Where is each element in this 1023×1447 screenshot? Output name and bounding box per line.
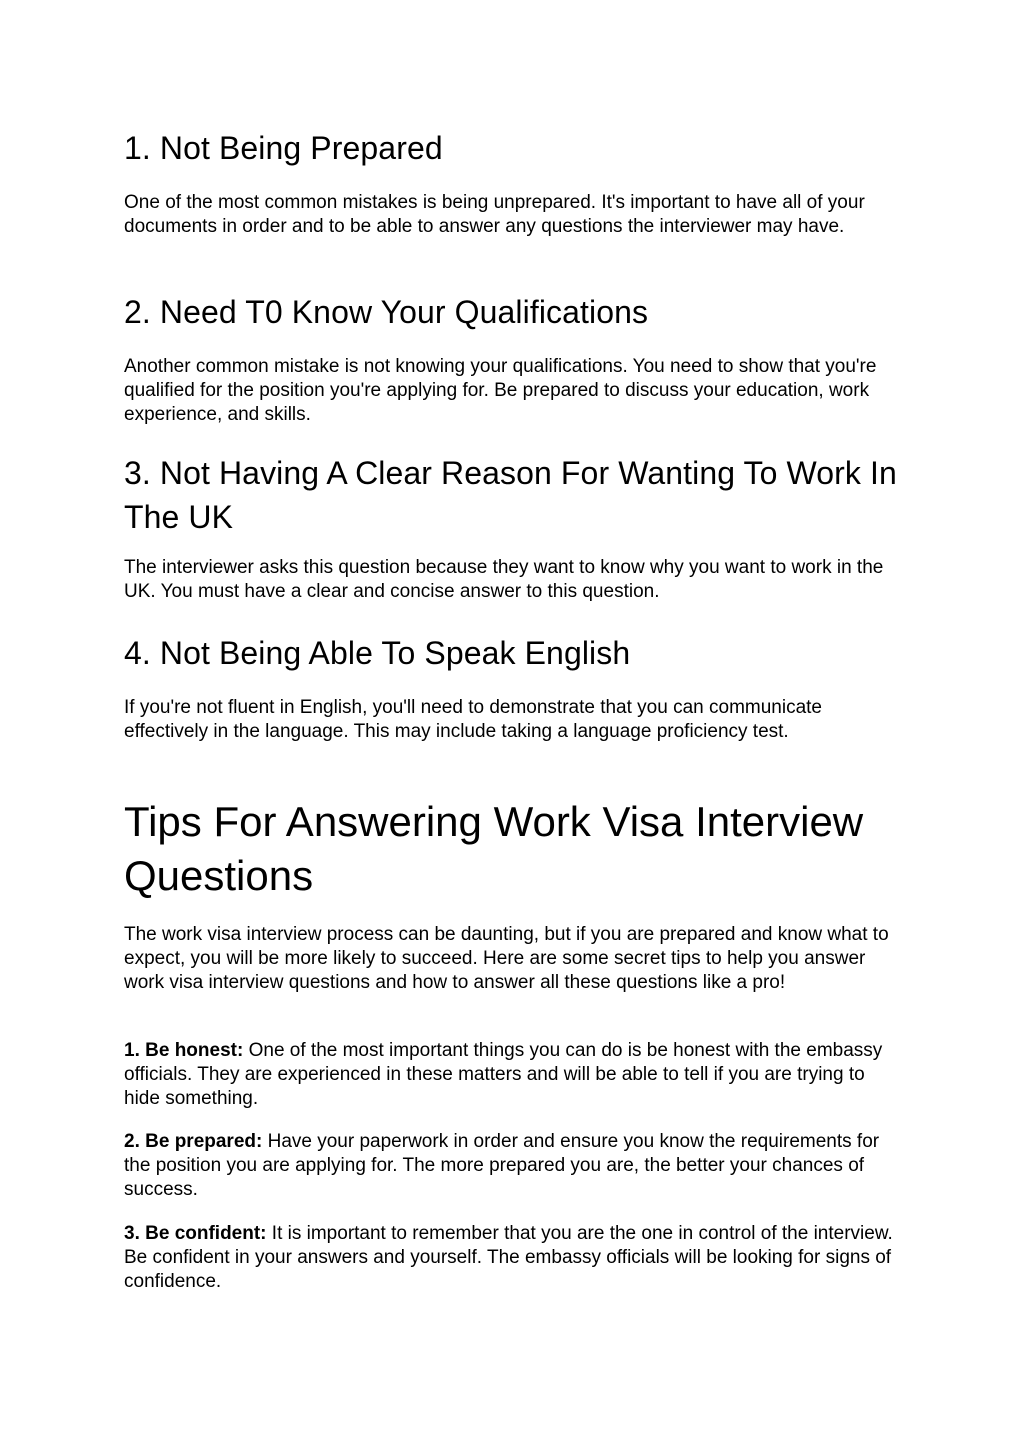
tip-item-3: [124, 1222, 904, 1294]
section-1-heading: 1. Not Being Prepared: [124, 130, 443, 166]
section-2-body: Another common mistake is not knowing your qualifications. You need to show that you're qualified for the position you're applying for. Be prepared to discuss your education, work experience, and skills.: [124, 356, 877, 425]
tip-item-1: [124, 1039, 904, 1111]
tips-title: Tips For Answering Work Visa Interview Questions: [124, 798, 864, 899]
tip-item-2-label: 2. Be prepared:: [124, 1131, 263, 1152]
tip-item-1-label: 1. Be honest:: [124, 1040, 244, 1061]
tip-item-2-text: Have your paperwork in order and ensure you know the requirements for the position you are applying for. The more prepared you are, the better your chances of success.: [124, 1131, 880, 1200]
section-2-heading: 2. Need T0 Know Your Qualifications: [124, 294, 649, 330]
section-4-body: If you're not fluent in English, you'll need to demonstrate that you can communicate effectively in the language. This may include taking a language proficiency test.: [124, 697, 822, 742]
section-3-body: The interviewer asks this question because they want to know why you want to work in the UK. You must have a clear and concise answer to this question.: [124, 557, 884, 602]
tip-item-2: [124, 1130, 904, 1202]
section-4-heading: 4. Not Being Able To Speak English: [124, 635, 631, 671]
tips-intro: The work visa interview process can be daunting, but if you are prepared and know what to expect, you will be more likely to succeed. Here are some secret tips to help you answer work visa interview questions and how to answer all these questions like a pro!: [124, 924, 889, 993]
section-3-heading: 3. Not Having A Clear Reason For Wanting To Work In The UK: [124, 455, 897, 535]
tip-item-3-text: It is important to remember that you are the one in control of the interview. Be confident in your answers and yourself. The embassy officials will be looking for signs of confidence.: [124, 1223, 893, 1292]
tip-item-3-label: 3. Be confident:: [124, 1223, 267, 1244]
tip-item-1-text: One of the most important things you can do is be honest with the embassy officials. They are experienced in these matters and will be able to tell if you are trying to hide something.: [124, 1040, 883, 1109]
section-1-body: One of the most common mistakes is being unprepared. It's important to have all of your documents in order and to be able to answer any questions the interviewer may have.: [124, 192, 865, 237]
